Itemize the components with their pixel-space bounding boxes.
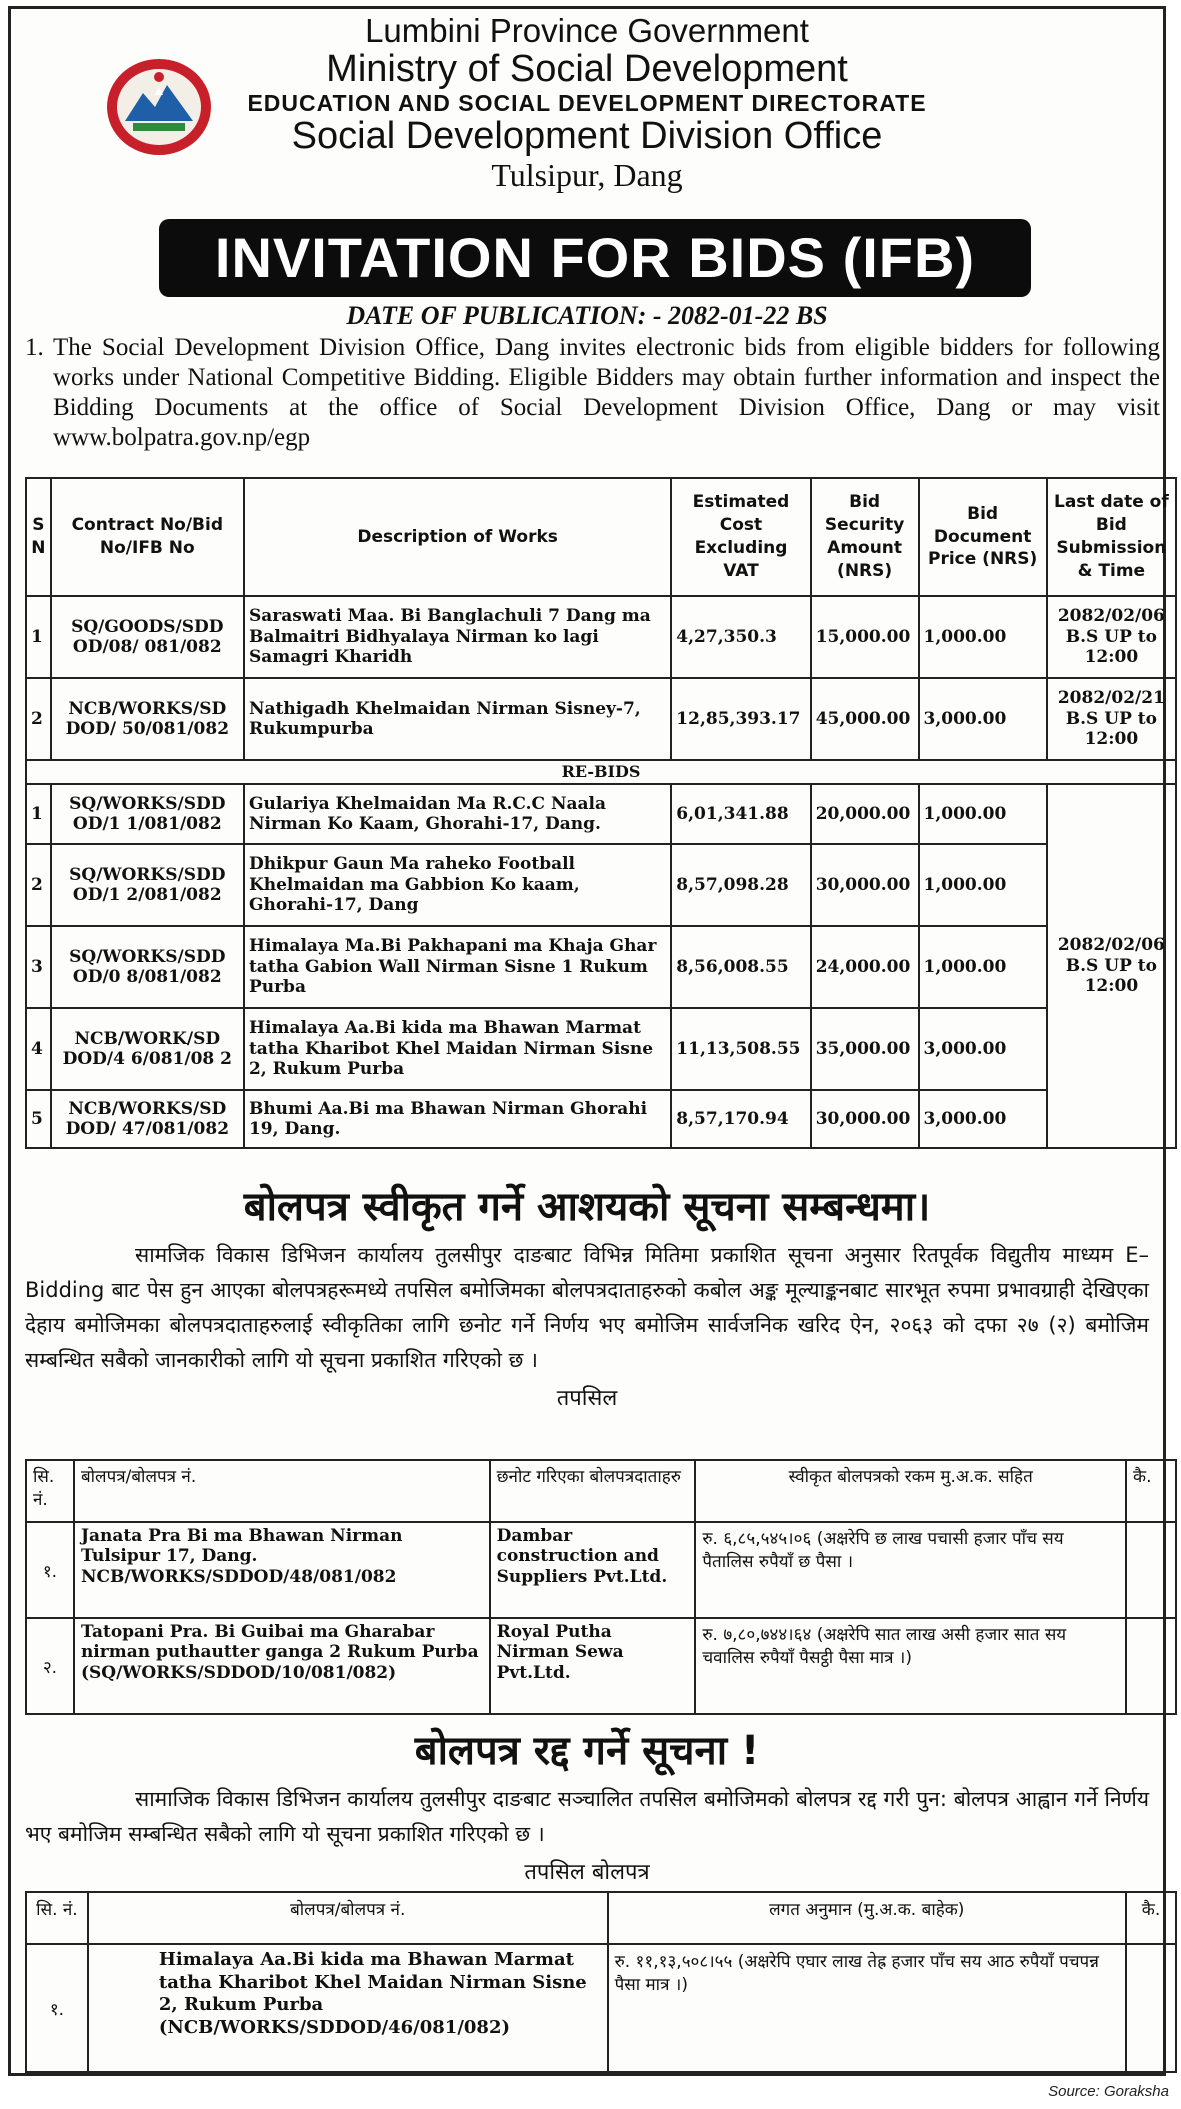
- publication-date: DATE OF PUBLICATION: - 2082-01-22 BS: [346, 301, 828, 330]
- cell-remarks: [1126, 1618, 1176, 1714]
- col-cost: Estimated Cost Excluding VAT: [671, 478, 810, 596]
- col-remarks: कै.: [1126, 1892, 1176, 1944]
- office-location: Tulsipur, Dang: [491, 157, 683, 194]
- cell-deadline: 2082/02/06 B.S UP to 12:00: [1047, 596, 1176, 678]
- cell-security: 20,000.00: [811, 784, 919, 844]
- cell-contract: NCB/WORKS/SD DOD/ 50/081/082: [51, 678, 244, 760]
- cell-cost: 6,01,341.88: [671, 784, 810, 844]
- table-row: [26, 1522, 1176, 1618]
- cell-cost: 8,57,170.94: [671, 1090, 810, 1148]
- rebids-divider: [26, 760, 1176, 784]
- ministry-name: Ministry of Social Development: [326, 48, 848, 91]
- cell-contract: SQ/WORKS/SDD OD/1 1/081/082: [51, 784, 244, 844]
- intro-text: The Social Development Division Office, Dang invites electronic bids from eligible bidders for following works under National Competitive Bidding. Eligible Bidders may obtain further information and inspect the Bidding Documents at the office of Social Development Division Office, Dang or may visit www.bolpatra.gov.np/egp: [53, 334, 1160, 451]
- cell-contract: SQ/GOODS/SDD OD/08/ 081/082: [51, 596, 244, 678]
- cell-amount: रु. ७,८०,७४४।६४ (अक्षरेपि सात लाख असी हजार सात सय चवालिस रुपैयाँ पैसट्ठी पैसा मात्र ।): [695, 1618, 1126, 1714]
- cell-sn: 4: [26, 1008, 51, 1090]
- col-bidder: छनोट गरिएका बोलपत्रदाताहरु: [490, 1460, 696, 1522]
- cell-sn: १.: [26, 1522, 74, 1618]
- cell-cost: 11,13,508.55: [671, 1008, 810, 1090]
- notice-frame: [8, 6, 1169, 2076]
- cell-security: 45,000.00: [811, 678, 919, 760]
- ifb-banner: INVITATION FOR BIDS (IFB): [159, 219, 1031, 297]
- cell-security: 35,000.00: [811, 1008, 919, 1090]
- cell-document: 3,000.00: [919, 1008, 1047, 1090]
- table-row: [26, 596, 1176, 678]
- cell-document: 1,000.00: [919, 784, 1047, 844]
- col-estimate: लगत अनुमान (मु.अ.क. बाहेक): [608, 1892, 1126, 1944]
- directorate-name: EDUCATION AND SOCIAL DEVELOPMENT DIRECTORATE: [247, 90, 927, 117]
- col-deadline: Last date of Bid Submission & Time: [1047, 478, 1176, 596]
- cell-description: Gulariya Khelmaidan Ma R.C.C Naala Nirman Ko Kaam, Ghorahi-17, Dang.: [244, 784, 671, 844]
- cell-contract: SQ/WORKS/SDD OD/0 8/081/082: [51, 926, 244, 1008]
- table-row: [26, 926, 1176, 1008]
- cell-sn: 1: [26, 596, 51, 678]
- acceptance-table: [25, 1459, 1177, 1715]
- cell-security: 30,000.00: [811, 844, 919, 926]
- cell-description: Saraswati Maa. Bi Banglachuli 7 Dang ma Balmaitri Bidhyalaya Nirman ko lagi Samagri Kharidh: [244, 596, 671, 678]
- cancellation-notice: [11, 1721, 1163, 1886]
- cell-document: 1,000.00: [919, 844, 1047, 926]
- cell-bidder: Dambar construction and Suppliers Pvt.Ltd.: [490, 1522, 696, 1618]
- col-bid: बोलपत्र/बोलपत्र नं.: [88, 1892, 608, 1944]
- bid-table-header: [26, 478, 1176, 596]
- cell-security: 30,000.00: [811, 1090, 919, 1148]
- cell-sn: 3: [26, 926, 51, 1008]
- acceptance-notice: [11, 1177, 1163, 1412]
- source-credit: Source: Goraksha: [1048, 2083, 1169, 2100]
- cell-sn: 1: [26, 784, 51, 844]
- table-row: [26, 844, 1176, 926]
- col-amount: स्वीकृत बोलपत्रको रकम मु.अ.क. सहित: [695, 1460, 1126, 1522]
- cancellation-table: [25, 1891, 1177, 2073]
- rebids-label: RE-BIDS: [26, 760, 1176, 784]
- cell-sn: 2: [26, 678, 51, 760]
- cell-document: 1,000.00: [919, 596, 1047, 678]
- cell-cost: 4,27,350.3: [671, 596, 810, 678]
- cell-contract: NCB/WORK/SD DOD/4 6/081/08 2: [51, 1008, 244, 1090]
- cell-document: 1,000.00: [919, 926, 1047, 1008]
- cell-security: 24,000.00: [811, 926, 919, 1008]
- table-row: [26, 784, 1176, 844]
- cell-remarks: [1126, 1944, 1176, 2072]
- cell-description: Dhikpur Gaun Ma raheko Football Khelmaidan ma Gabbion Ko kaam, Ghorahi-17, Dang: [244, 844, 671, 926]
- col-contract: Contract No/Bid No/IFB No: [51, 478, 244, 596]
- cell-description: Himalaya Aa.Bi kida ma Bhawan Marmat tatha Kharibot Khel Maidan Nirman Sisne 2, Rukum Purba: [244, 1008, 671, 1090]
- cancellation-table-header: [26, 1892, 1176, 1944]
- cell-sn: २.: [26, 1618, 74, 1714]
- cell-bid: Tatopani Pra. Bi Guibai ma Gharabar nirman puthautter ganga 2 Rukum Purba (SQ/WORKS/SDDOD/10/081/082): [74, 1618, 490, 1714]
- col-remarks: कै.: [1126, 1460, 1176, 1522]
- cell-cost: 12,85,393.17: [671, 678, 810, 760]
- table-row: [26, 1618, 1176, 1714]
- bid-table: [25, 477, 1177, 1149]
- intro-paragraph: [25, 333, 1160, 453]
- cell-bid: Himalaya Aa.Bi kida ma Bhawan Marmat tatha Kharibot Khel Maidan Nirman Sisne 2, Rukum Purba (NCB/WORKS/SDDOD/46/081/082): [88, 1944, 608, 2072]
- table-row: [26, 1944, 1176, 2072]
- cell-security: 15,000.00: [811, 596, 919, 678]
- cell-description: Bhumi Aa.Bi ma Bhawan Nirman Ghorahi 19, Dang.: [244, 1090, 671, 1148]
- office-name: Social Development Division Office: [291, 115, 883, 158]
- letterhead: [11, 13, 1163, 193]
- col-description: Description of Works: [244, 478, 671, 596]
- cell-estimate: रु. ११,१३,५०८।५५ (अक्षरेपि एघार लाख तेह्र हजार पाँच सय आठ रुपैयाँ पचपन्न पैसा मात्र ।): [608, 1944, 1126, 2072]
- cell-amount: रु. ६,८५,५४५।०६ (अक्षरेपि छ लाख पचासी हजार पाँच सय पैतालिस रुपैयाँ छ पैसा ।: [695, 1522, 1126, 1618]
- acceptance-subtitle: तपसिल: [556, 1386, 618, 1411]
- col-document: Bid Document Price (NRS): [919, 478, 1047, 596]
- cell-bidder: Royal Putha Nirman Sewa Pvt.Ltd.: [490, 1618, 696, 1714]
- cancellation-paragraph: सामाजिक विकास डिभिजन कार्यालय तुलसीपुर दाङबाट सञ्चालित तपसिल बमोजिमको बोलपत्र रद्द गरी पुन: बोलपत्र आह्वान गर्ने निर्णय भए बमोजिम सम्बन्धित सबैको लागि यो सूचना प्रकाशित गरिएको छ ।: [25, 1787, 1149, 1846]
- acceptance-title: बोलपत्र स्वीकृत गर्ने आशयको सूचना सम्बन्धमा।: [243, 1184, 931, 1230]
- cell-document: 3,000.00: [919, 678, 1047, 760]
- cell-remarks: [1126, 1522, 1176, 1618]
- cell-contract: SQ/WORKS/SDD OD/1 2/081/082: [51, 844, 244, 926]
- cell-cost: 8,57,098.28: [671, 844, 810, 926]
- col-sn: सि. नं.: [26, 1892, 88, 1944]
- acceptance-table-header: [26, 1460, 1176, 1522]
- col-sn: सि. नं.: [26, 1460, 74, 1522]
- cell-cost: 8,56,008.55: [671, 926, 810, 1008]
- cell-description: Himalaya Ma.Bi Pakhapani ma Khaja Ghar tatha Gabion Wall Nirman Sisne 1 Rukum Purba: [244, 926, 671, 1008]
- table-row: [26, 1008, 1176, 1090]
- cell-bid: Janata Pra Bi ma Bhawan Nirman Tulsipur 17, Dang. NCB/WORKS/SDDOD/48/081/082: [74, 1522, 490, 1618]
- cancellation-title: बोलपत्र रद्द गर्ने सूचना !: [414, 1728, 760, 1774]
- col-security: Bid Security Amount (NRS): [811, 478, 919, 596]
- cell-rebids-deadline: 2082/02/06 B.S UP to 12:00: [1047, 784, 1176, 1148]
- table-row: [26, 678, 1176, 760]
- cell-contract: NCB/WORKS/SD DOD/ 47/081/082: [51, 1090, 244, 1148]
- table-row: [26, 1090, 1176, 1148]
- province-name: Lumbini Province Government: [365, 12, 809, 49]
- cell-sn: १.: [26, 1944, 88, 2072]
- col-bid: बोलपत्र/बोलपत्र नं.: [74, 1460, 490, 1522]
- acceptance-paragraph: सामजिक विकास डिभिजन कार्यालय तुलसीपुर दाङबाट विभिन्न मितिमा प्रकाशित सूचना अनुसार रितपूर्वक विद्युतीय माध्यम E–Bidding बाट पेस हुन आएका बोलपत्रहरूमध्ये तपसिल बमोजिमका बोलपत्रदाताहरुको कबोल अङ्क मूल्याङ्कनबाट सारभूत रुपमा प्रभावग्राही देखिएका देहाय बमोजिमका बोलपत्रदाताहरुलाई स्वीकृतिका लागि छनोट गर्ने निर्णय भए बमोजिम सार्वजनिक खरिद ऐन, २०६३ को दफा २७ (२) बमोजिम सम्बन्धित सबैको जानकारीको लागि यो सूचना प्रकाशित गरिएको छ ।: [25, 1243, 1149, 1372]
- cell-document: 3,000.00: [919, 1090, 1047, 1148]
- cell-description: Nathigadh Khelmaidan Nirman Sisney-7, Rukumpurba: [244, 678, 671, 760]
- cell-sn: 2: [26, 844, 51, 926]
- intro-number: 1.: [25, 334, 44, 361]
- cell-sn: 5: [26, 1090, 51, 1148]
- col-sn: S N: [26, 478, 51, 596]
- cancellation-subtitle: तपसिल बोलपत्र: [524, 1860, 650, 1885]
- cell-deadline: 2082/02/21 B.S UP to 12:00: [1047, 678, 1176, 760]
